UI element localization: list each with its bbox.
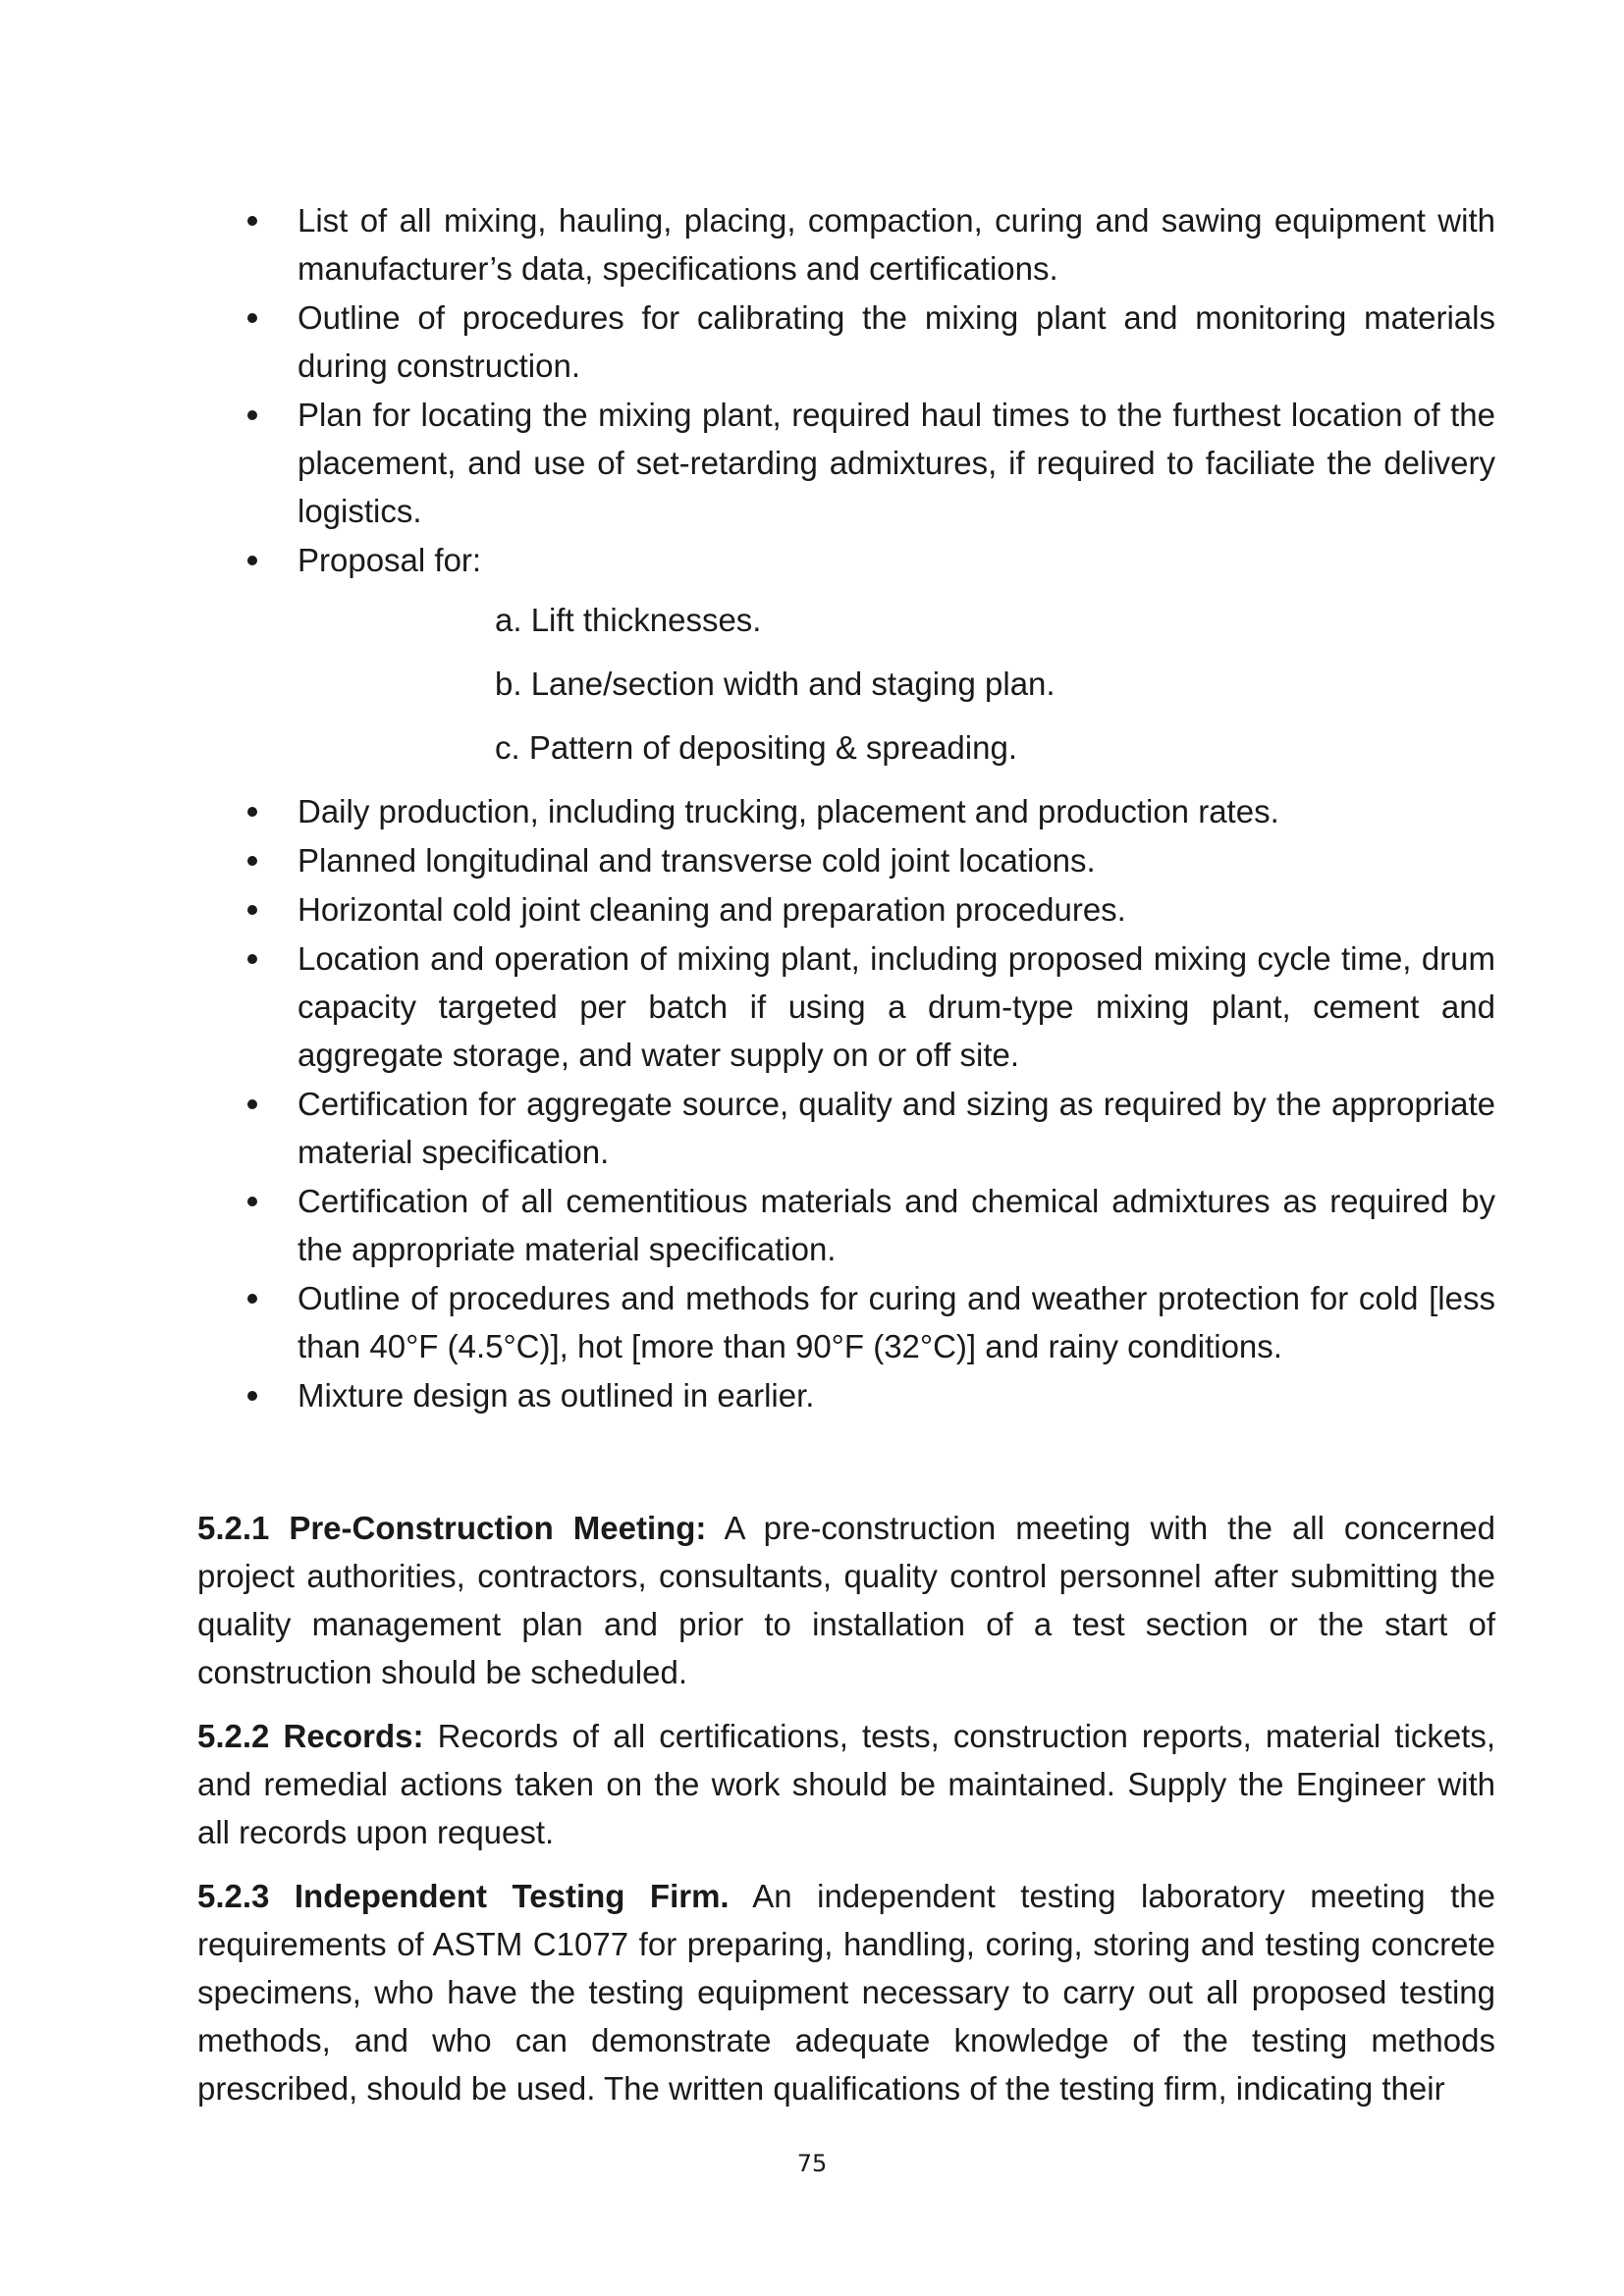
- requirements-list-part-1: [197, 196, 1495, 584]
- bullet-icon: [247, 1391, 257, 1401]
- bullet-icon: [247, 1099, 257, 1109]
- proposal-item: c. Pattern of depositing & spreading.: [495, 729, 1017, 766]
- page-number: 75: [796, 2150, 828, 2177]
- list-item: [197, 196, 1495, 293]
- list-item-text: Daily production, including trucking, placement and production rates.: [298, 793, 1279, 829]
- list-item-text: Proposal for:: [298, 542, 482, 578]
- list-item-text: Certification of all cementitious materials and chemical admixtures as required by the appropriate material specification.: [298, 1183, 1495, 1267]
- proposal-item: a. Lift thicknesses.: [495, 602, 762, 638]
- list-item: [197, 1274, 1495, 1370]
- page-content: [197, 196, 1495, 2128]
- section-5-2-1: [197, 1504, 1495, 1696]
- proposal-item: b. Lane/section width and staging plan.: [495, 666, 1056, 702]
- list-item: [197, 787, 1495, 835]
- list-item: [197, 391, 1495, 535]
- list-item-text: Mixture design as outlined in earlier.: [298, 1377, 815, 1414]
- section-body: Records of all certifications, tests, construction reports, material tickets, and remedial actions taken on the work should be maintained. Supply the Engineer with all records upon request.: [197, 1718, 1496, 1850]
- bullet-icon: [247, 313, 257, 323]
- list-item-text: Horizontal cold joint cleaning and preparation procedures.: [298, 891, 1126, 928]
- bullet-icon: [247, 216, 257, 226]
- list-item-text: List of all mixing, hauling, placing, compaction, curing and sawing equipment with manufacturer’s data, specifications and certifications.: [298, 202, 1495, 287]
- bullet-icon: [247, 856, 257, 866]
- section-5-2-2: [197, 1712, 1495, 1856]
- section-heading: 5.2.2 Records:: [197, 1718, 424, 1754]
- requirements-list-part-2: [197, 787, 1495, 1419]
- list-item: [197, 1080, 1495, 1176]
- bullet-icon: [247, 807, 257, 817]
- list-item: [197, 1371, 1495, 1419]
- bullet-icon: [247, 1197, 257, 1206]
- list-item: [197, 885, 1495, 934]
- section-body: A pre-construction meeting with the all concerned project authorities, contractors, consultants, quality control personnel after submitting the quality management plan and prior to installation of a test section or the start of construction should be scheduled.: [197, 1510, 1496, 1690]
- list-item-text: Planned longitudinal and transverse cold joint locations.: [298, 842, 1096, 879]
- bullet-icon: [247, 905, 257, 915]
- subsections: [197, 1504, 1495, 2112]
- list-item: [197, 1177, 1495, 1273]
- section-5-2-3: [197, 1872, 1495, 2112]
- proposal-sublist: [197, 596, 1495, 772]
- list-item-text: Certification for aggregate source, quality and sizing as required by the appropriate material specification.: [298, 1086, 1495, 1170]
- list-item: [197, 294, 1495, 390]
- list-item-text: Plan for locating the mixing plant, required haul times to the furthest location of the placement, and use of set-retarding admixtures, if required to faciliate the delivery logistics.: [298, 397, 1495, 529]
- bullet-icon: [247, 1294, 257, 1304]
- list-item-text: Outline of procedures and methods for curing and weather protection for cold [less than 40°F (4.5°C)], hot [more than 90°F (32°C)] and rainy conditions.: [298, 1280, 1495, 1364]
- section-heading: 5.2.3 Independent Testing Firm.: [197, 1878, 730, 1914]
- list-item: [197, 836, 1495, 884]
- section-heading: 5.2.1 Pre-Construction Meeting:: [197, 1510, 707, 1546]
- bullet-icon: [247, 556, 257, 565]
- section-body: An independent testing laboratory meeting the requirements of ASTM C1077 for preparing, handling, coring, storing and testing concrete specimens, who have the testing equipment necessary to carry out all proposed testing methods, and who can demonstrate adequate knowledge of the testing methods prescribed, should be used. The written qualifications of the testing firm, indicating their: [197, 1878, 1495, 2107]
- list-item: [197, 934, 1495, 1079]
- bullet-icon: [247, 954, 257, 964]
- list-item: [197, 536, 1495, 584]
- list-item-text: Location and operation of mixing plant, including proposed mixing cycle time, drum capacity targeted per batch if using a drum-type mixing plant, cement and aggregate storage, and water supply on or off site.: [298, 940, 1495, 1073]
- bullet-icon: [247, 410, 257, 420]
- list-item-text: Outline of procedures for calibrating the mixing plant and monitoring materials during construction.: [298, 299, 1495, 384]
